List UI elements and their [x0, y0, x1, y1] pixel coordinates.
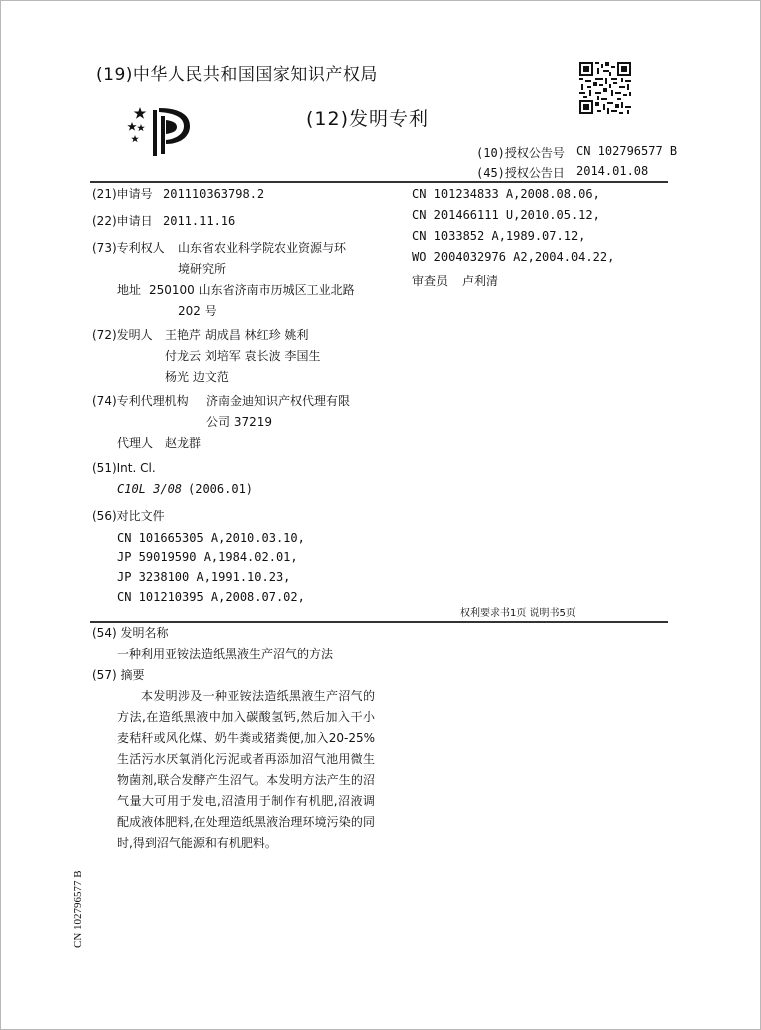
- pub-date-value: 2014.01.08: [576, 164, 649, 178]
- pub-no-label: (10)授权公告号: [476, 146, 565, 160]
- inventors-line-2: 付龙云 刘培军 袁长波 李国生: [165, 349, 321, 363]
- cited-doc-right-3: CN 1033852 A,1989.07.12,: [412, 229, 586, 243]
- patentee-line-1: 山东省农业科学院农业资源与环: [178, 241, 347, 255]
- pages-note: 权利要求书1页 说明书5页: [460, 608, 576, 619]
- examiner-value: 卢利清: [462, 274, 499, 288]
- agent-label: 代理人: [117, 436, 154, 450]
- invention-title: 一种利用亚铵法造纸黑液生产沼气的方法: [117, 647, 334, 661]
- app-date-value: 2011.11.16: [163, 214, 236, 228]
- cited-doc-left-4: CN 101210395 A,2008.07.02,: [117, 590, 305, 604]
- pub-date-label: (45)授权公告日: [476, 166, 565, 180]
- pub-no-value: CN 102796577 B: [576, 144, 678, 158]
- agency-label: (74)专利代理机构: [92, 394, 189, 408]
- invention-title-label: (54) 发明名称: [92, 626, 169, 640]
- abstract-rule: [90, 621, 668, 623]
- patentee-label: (73)专利权人: [92, 241, 165, 255]
- address-label: 地址: [117, 283, 142, 297]
- cited-doc-left-2: JP 59019590 A,1984.02.01,: [117, 550, 298, 564]
- cited-doc-left-1: CN 101665305 A,2010.03.10,: [117, 531, 305, 545]
- intcl-label: (51)Int. Cl.: [92, 461, 156, 475]
- abstract-label: (57) 摘要: [92, 668, 145, 682]
- examiner-label: 审查员: [412, 274, 449, 288]
- cited-doc-right-1: CN 101234833 A,2008.08.06,: [412, 187, 600, 201]
- cited-doc-left-3: JP 3238100 A,1991.10.23,: [117, 570, 291, 584]
- intcl-version: (2006.01): [188, 482, 254, 496]
- address-line-1: 250100 山东省济南市历城区工业北路: [149, 283, 355, 297]
- intcl-code: C10L 3/08: [117, 482, 183, 496]
- cited-docs-label: (56)对比文件: [92, 509, 165, 523]
- inventors-line-1: 王艳芹 胡成昌 林红珍 姚利: [165, 328, 309, 342]
- app-date-label: (22)申请日: [92, 214, 153, 228]
- header-rule: [90, 181, 668, 183]
- patent-type-title: (12)发明专利: [306, 108, 430, 130]
- inventors-label: (72)发明人: [92, 328, 153, 342]
- cited-doc-right-4: WO 2004032976 A2,2004.04.22,: [412, 250, 615, 264]
- qr-code-icon: [579, 62, 631, 114]
- sipo-emblem-icon: [126, 104, 194, 158]
- agency-line-2: 公司 37219: [206, 415, 272, 429]
- app-no-label: (21)申请号: [92, 187, 153, 201]
- side-publication-number: CN 102796577 B: [72, 870, 84, 948]
- agency-line-1: 济南金迪知识产权代理有限: [206, 394, 351, 408]
- abstract-text: 本发明涉及一种亚铵法造纸黑液生产沼气的方法,在造纸黑液中加入碳酸氢钙,然后加入干小麦秸秆或风化煤、奶牛粪或猪粪便,加入20-25%生活污水厌氧消化污泥或者再添加沼气池用微生物菌剂,联合发酵产生沼气。本发明方法产生的沼气量大可用于发电,沼渣用于制作有机肥,沼液调配成液体肥料,在处理造纸黑液治理环境污染的同时,得到沼气能源和有机肥料。: [117, 689, 375, 850]
- cited-doc-right-2: CN 201466111 U,2010.05.12,: [412, 208, 600, 222]
- address-line-2: 202 号: [178, 304, 217, 318]
- patentee-line-2: 境研究所: [178, 262, 227, 276]
- inventors-line-3: 杨光 边文范: [165, 370, 229, 384]
- agent-value: 赵龙群: [165, 436, 202, 450]
- issuing-office: (19)中华人民共和国国家知识产权局: [96, 65, 378, 85]
- app-no-value: 201110363798.2: [163, 187, 265, 201]
